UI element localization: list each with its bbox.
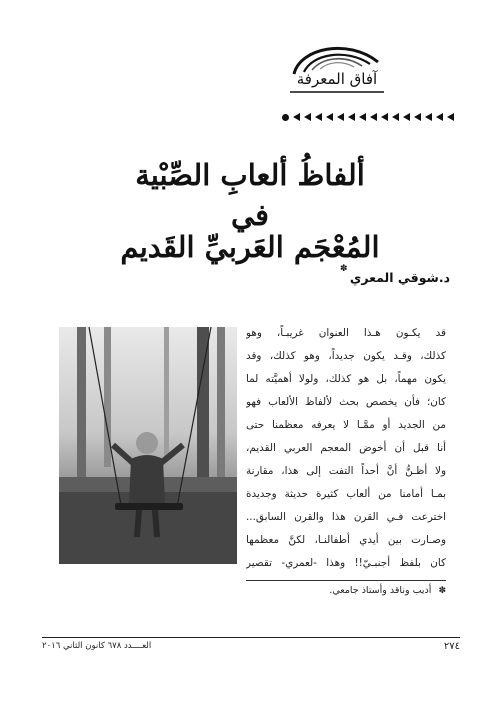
chevron-left-icon bbox=[348, 113, 355, 121]
magazine-logo bbox=[282, 40, 392, 104]
author-text: د.شوقي المعري bbox=[349, 270, 450, 285]
chevron-left-icon bbox=[315, 113, 322, 121]
footnote-text: أديب وناقد وأستاذ جامعي. bbox=[329, 585, 432, 596]
author-asterisk: ✽ bbox=[339, 264, 348, 274]
ornament-dot-icon bbox=[282, 114, 289, 121]
article-title-line-2: في bbox=[230, 198, 270, 232]
chevron-left-icon bbox=[403, 113, 410, 121]
chevron-left-icon bbox=[326, 113, 333, 121]
article-body bbox=[246, 322, 446, 575]
article-title-line-3: المُعْجَم العَربيِّ القَديم bbox=[120, 230, 380, 264]
page-number: ٢٧٤ bbox=[443, 641, 460, 652]
chevron-left-icon bbox=[370, 113, 377, 121]
body-line: يكون مهماً، بل هو كذلك، ولولا أهميَّته لما bbox=[246, 373, 446, 385]
footer-issue: العــــدد ٦٧٨ كانون الثاني ٢٠١٦ bbox=[42, 641, 152, 651]
chevron-left-icon bbox=[414, 113, 421, 121]
body-line: وصـارت بين أيدي أطفالنـا، لكنَّ معظمها bbox=[246, 534, 446, 546]
photo-illustration bbox=[59, 327, 237, 564]
body-line: بمـا أمامنا من ألعاب كثيرة حديثة وجديدة bbox=[246, 488, 446, 500]
body-line: من الجديد أو ممَّـا لا يعرفه معظمنا حتى bbox=[246, 419, 446, 431]
body-line: ولا أظـنُّ أنَّ أحداً التفت إلى هذا، مقارنة bbox=[246, 465, 446, 477]
author-name bbox=[339, 264, 450, 285]
chevron-left-icon bbox=[381, 113, 388, 121]
footnote-asterisk: ✽ bbox=[438, 586, 446, 596]
logo-text: آفاق المعرفة bbox=[296, 70, 378, 88]
footnote bbox=[329, 585, 446, 596]
body-line: قد يكـون هـذا العنوان غريبـاً، وهو bbox=[246, 327, 446, 339]
child-on-swing-photo bbox=[59, 327, 237, 564]
body-line: أنا قبل أن أخوض المعجم العربي القديم، bbox=[246, 442, 446, 454]
chevron-left-icon bbox=[425, 113, 432, 121]
body-line: كان؛ فأن يخصص بحث لألفاظ الألعاب فهو bbox=[246, 396, 446, 408]
body-line: كان بلفظ أجنبـيّ!! وهذا -لعمري- تقصير bbox=[246, 557, 446, 569]
ornament-row bbox=[282, 112, 462, 122]
chevron-left-icon bbox=[337, 113, 344, 121]
chevron-left-icon bbox=[293, 113, 300, 121]
body-line: كذلك، وقـد يكون جديداً، وهو كذلك، وقد bbox=[246, 350, 446, 362]
chevron-left-icon bbox=[304, 113, 311, 121]
footer-divider bbox=[42, 637, 460, 638]
chevron-left-icon bbox=[447, 113, 454, 121]
chevron-left-icon bbox=[392, 113, 399, 121]
footnote-divider bbox=[246, 580, 446, 581]
chevron-left-icon bbox=[436, 113, 443, 121]
chevron-left-icon bbox=[359, 113, 366, 121]
article-title-line-1: ألفاظُ ألعابِ الصِّبْية bbox=[135, 158, 365, 192]
body-line: اخترعت فـي القرن هذا والقرن السابق... bbox=[246, 511, 446, 523]
